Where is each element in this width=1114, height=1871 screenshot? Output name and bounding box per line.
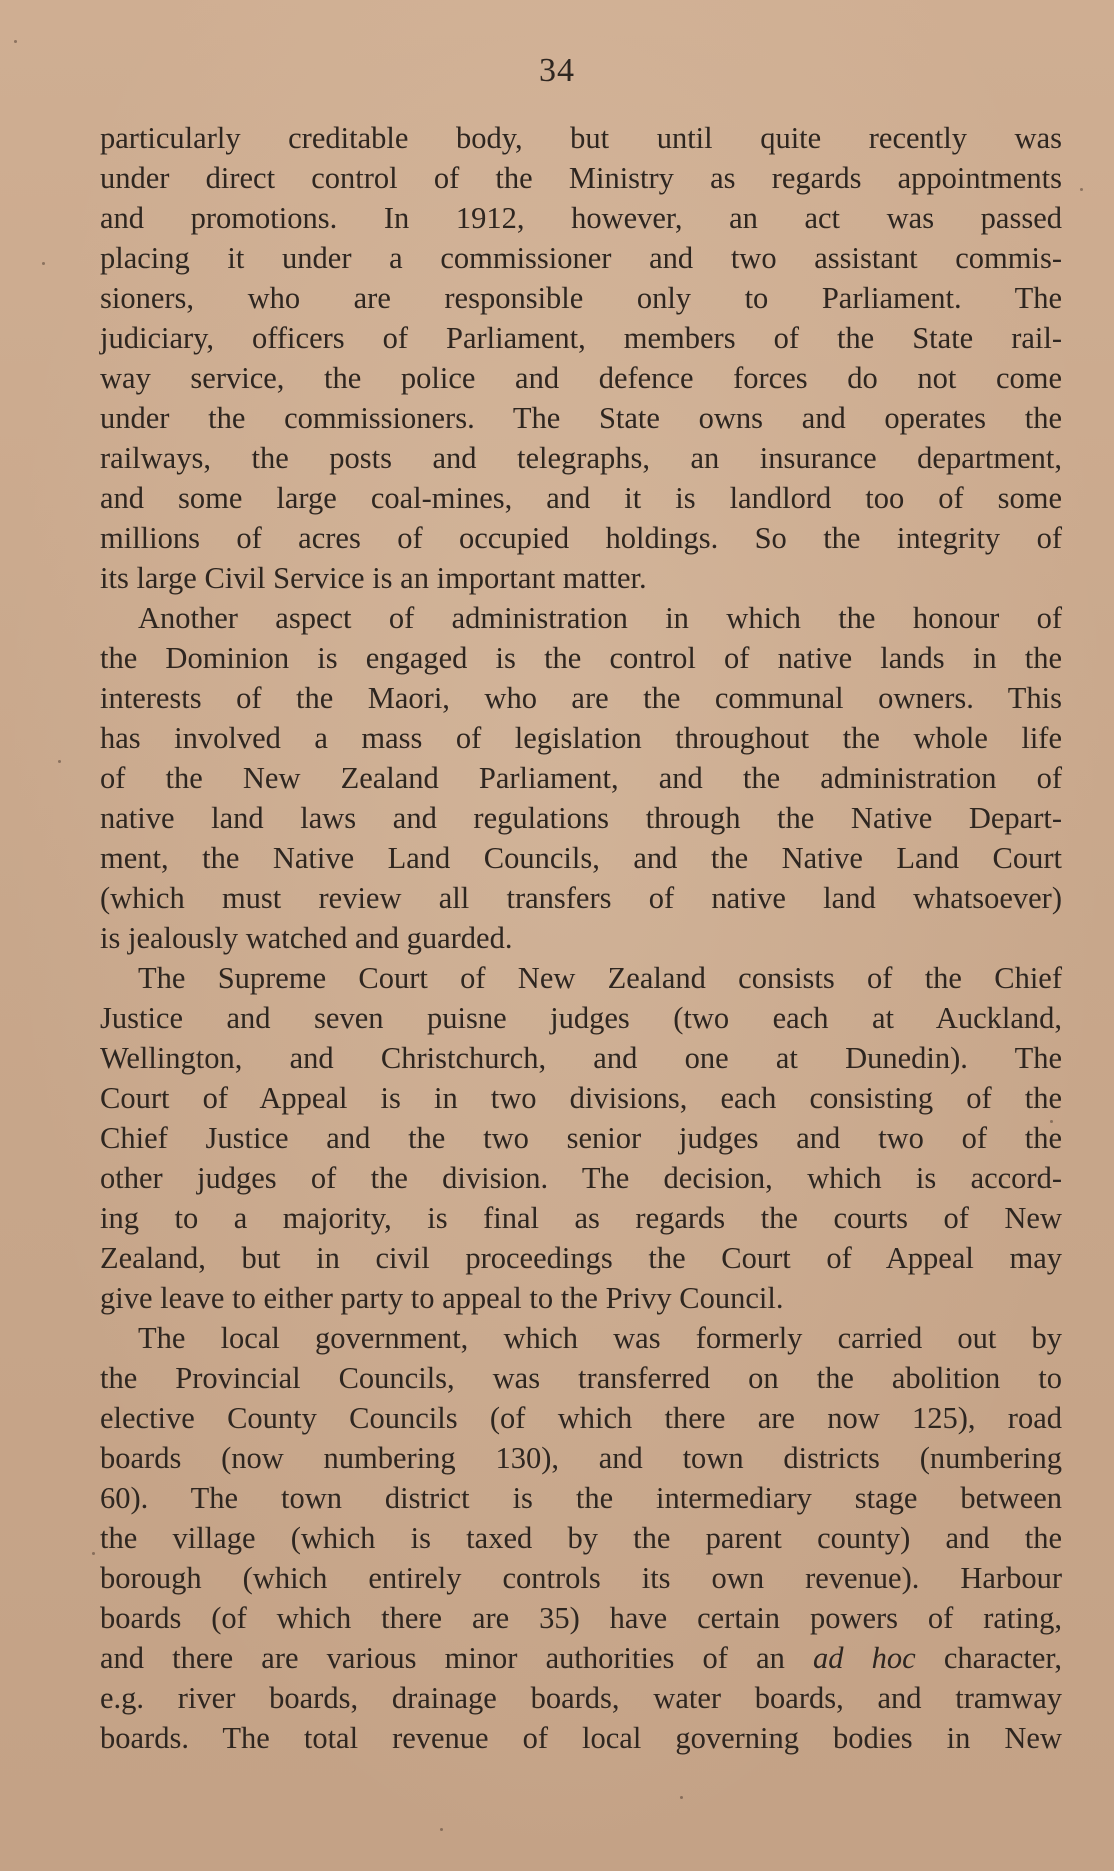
text-line: Justice and seven puisne judges (two each at Auckland, xyxy=(100,1001,1062,1035)
text-line: Another aspect of administration in which the honour of xyxy=(138,601,1062,635)
text-line: placing it under a commissioner and two assistant commis- xyxy=(100,241,1062,275)
text-line: Court of Appeal is in two divisions, each consisting of the xyxy=(100,1081,1062,1115)
text-line: boards. The total revenue of local governing bodies in New xyxy=(100,1721,1062,1755)
text-line: judiciary, officers of Parliament, members of the State rail- xyxy=(100,321,1062,355)
paper-speck xyxy=(680,1796,683,1799)
italic-phrase: ad hoc xyxy=(813,1641,916,1675)
paragraph xyxy=(100,118,1062,598)
paragraph xyxy=(100,1318,1062,1758)
text-line: the Provincial Councils, was transferred on the abolition to xyxy=(100,1361,1062,1395)
text-line: Chief Justice and the two senior judges and two of the xyxy=(100,1121,1062,1155)
paper-speck xyxy=(58,760,61,763)
text-line: e.g. river boards, drainage boards, water boards, and tramway xyxy=(100,1681,1062,1715)
text-line: under the commissioners. The State owns and operates the xyxy=(100,401,1062,435)
text-line: ment, the Native Land Councils, and the Native Land Court xyxy=(100,841,1062,875)
text-line: the Dominion is engaged is the control of native lands in the xyxy=(100,641,1062,675)
paragraph xyxy=(100,958,1062,1318)
text-line: The local government, which was formerly carried out by xyxy=(138,1321,1062,1355)
page-number: 34 xyxy=(539,52,575,89)
text-line: millions of acres of occupied holdings. So the integrity of xyxy=(100,521,1062,555)
text-line: and there are various minor authorities of an ad hoc character, xyxy=(100,1641,1062,1675)
text-line: way service, the police and defence forces do not come xyxy=(100,361,1062,395)
text-line: elective County Councils (of which there are now 125), road xyxy=(100,1401,1062,1435)
text-line: and some large coal-mines, and it is landlord too of some xyxy=(100,481,1062,515)
text-line: under direct control of the Ministry as regards appointments xyxy=(100,161,1062,195)
text-line: The Supreme Court of New Zealand consists of the Chief xyxy=(138,961,1062,995)
text-line: other judges of the division. The decision, which is accord- xyxy=(100,1161,1062,1195)
paper-speck xyxy=(42,262,45,265)
text-line: 60). The town district is the intermediary stage between xyxy=(100,1481,1062,1515)
text-line: the village (which is taxed by the parent county) and the xyxy=(100,1521,1062,1555)
paper-speck xyxy=(1050,1120,1053,1123)
text-line: Wellington, and Christchurch, and one at Dunedin). The xyxy=(100,1041,1062,1075)
text-line: sioners, who are responsible only to Parliament. The xyxy=(100,281,1062,315)
text-line: railways, the posts and telegraphs, an insurance department, xyxy=(100,441,1062,475)
paper-speck xyxy=(1080,188,1083,191)
text-line: is jealously watched and guarded. xyxy=(100,921,513,955)
text-line: boards (of which there are 35) have certain powers of rating, xyxy=(100,1601,1062,1635)
text-line: boards (now numbering 130), and town districts (numbering xyxy=(100,1441,1062,1475)
text-line: particularly creditable body, but until quite recently was xyxy=(100,121,1062,155)
text-line: its large Civil Service is an important matter. xyxy=(100,561,647,595)
paper-speck xyxy=(92,1552,95,1555)
body-text xyxy=(100,118,1062,1758)
text-line: interests of the Maori, who are the communal owners. This xyxy=(100,681,1062,715)
text-line: has involved a mass of legislation throughout the whole life xyxy=(100,721,1062,755)
text-line: and promotions. In 1912, however, an act was passed xyxy=(100,201,1062,235)
text-line: of the New Zealand Parliament, and the administration of xyxy=(100,761,1062,795)
text-line: (which must review all transfers of native land whatsoever) xyxy=(100,881,1062,915)
text-line: native land laws and regulations through the Native Depart- xyxy=(100,801,1062,835)
text-line: ing to a majority, is final as regards the courts of New xyxy=(100,1201,1062,1235)
paragraph xyxy=(100,598,1062,958)
text-line: give leave to either party to appeal to the Privy Council. xyxy=(100,1281,784,1315)
paper-speck xyxy=(14,40,17,43)
text-line: Zealand, but in civil proceedings the Court of Appeal may xyxy=(100,1241,1062,1275)
text-line: borough (which entirely controls its own revenue). Harbour xyxy=(100,1561,1062,1595)
paper-speck xyxy=(440,1828,443,1831)
